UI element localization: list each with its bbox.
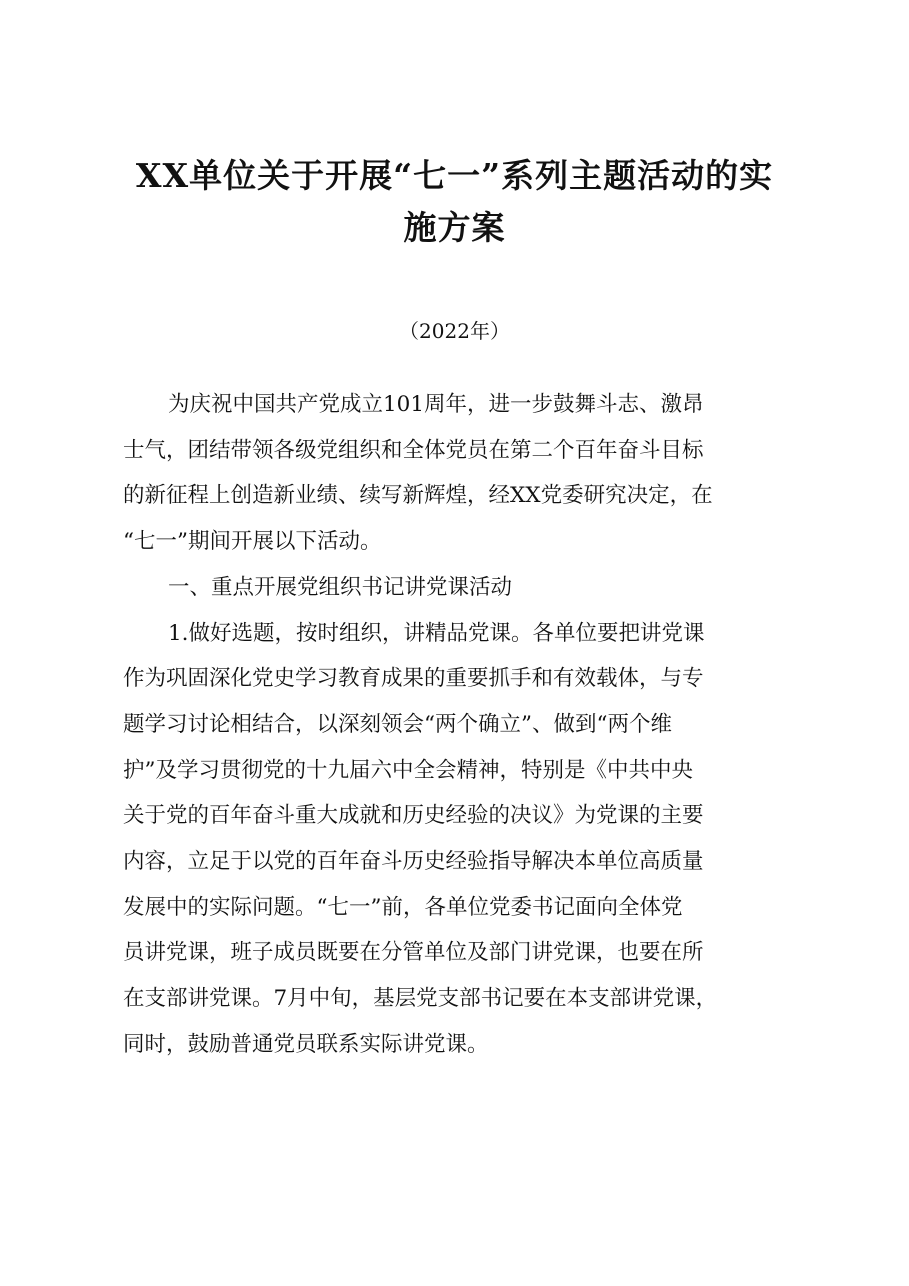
- paragraph-line: 发展中的实际问题。“七一”前，各单位党委书记面向全体党: [123, 894, 683, 920]
- section-heading: [123, 565, 813, 611]
- paragraph-line: “七一”期间开展以下活动。: [123, 529, 382, 555]
- paragraph-line: 的新征程上创造新业绩、续写新辉煌，经XX党委研究决定，在: [123, 483, 713, 509]
- section-heading-text: 一、重点开展党组织书记讲党课活动: [168, 574, 513, 600]
- title-line-1: XX单位关于开展“七一”系列主题活动的实: [135, 156, 774, 195]
- document-year: （2022年）: [399, 319, 510, 343]
- paragraph-line: 同时，鼓励普通党员联系实际讲党课。: [123, 1031, 489, 1057]
- item-paragraph: [123, 611, 813, 1068]
- paragraph-line: 内容，立足于以党的百年奋斗历史经验指导解决本单位高质量: [123, 849, 704, 875]
- document-body: [123, 382, 813, 1068]
- paragraph-line: 作为巩固深化党史学习教育成果的重要抓手和有效载体，与专: [123, 666, 704, 692]
- paragraph-line: 题学习讨论相结合，以深刻领会“两个确立”、做到“两个维: [123, 711, 672, 737]
- paragraph-line: 在支部讲党课。7月中旬，基层党支部书记要在本支部讲党课，: [123, 986, 718, 1012]
- title-line-2: 施方案: [403, 208, 506, 247]
- paragraph-line: 关于党的百年奋斗重大成就和历史经验的决议》为党课的主要: [123, 803, 704, 829]
- document-title: [100, 150, 809, 254]
- paragraph-line: 员讲党课，班子成员既要在分管单位及部门讲党课，也要在所: [123, 940, 704, 966]
- paragraph-line: 1.做好选题，按时组织，讲精品党课。各单位要把讲党课: [168, 620, 705, 646]
- paragraph-line: 护”及学习贯彻党的十九届六中全会精神，特别是《中共中央: [123, 757, 693, 783]
- intro-paragraph: [123, 382, 813, 565]
- paragraph-line: 士气，团结带领各级党组织和全体党员在第二个百年奋斗目标: [123, 437, 704, 463]
- paragraph-line: 为庆祝中国共产党成立101周年，进一步鼓舞斗志、激昂: [168, 392, 704, 417]
